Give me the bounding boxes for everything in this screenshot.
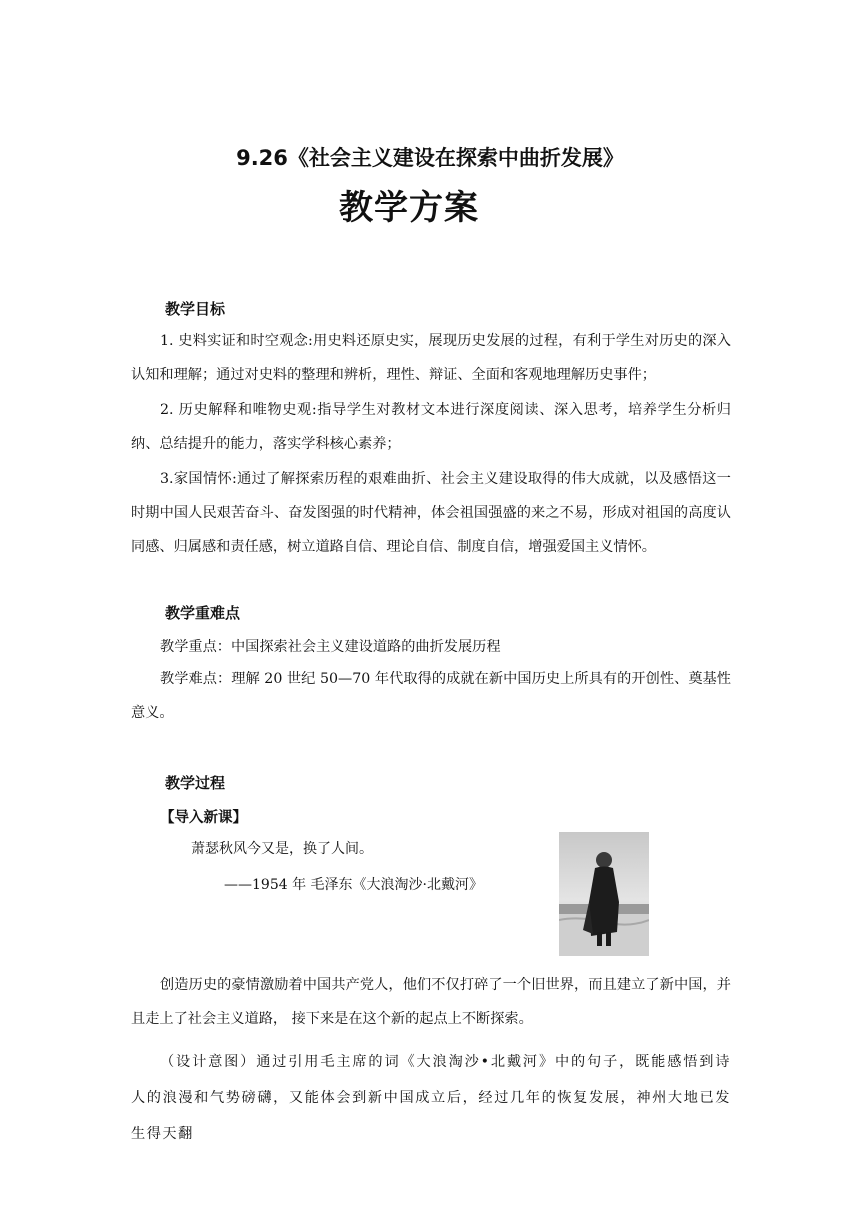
teaching-focus: 教学重点：中国探索社会主义建设道路的曲折发展历程	[160, 639, 501, 655]
goal-item-2: 2. 历史解释和唯物史观:指导学生对教材文本进行深度阅读、深入思考，培养学生分析归纳、总结提升的能力，落实学科核心素养；	[131, 402, 731, 452]
teaching-difficulty: 教学难点：理解 20 世纪 50—70 年代取得的成就在新中国历史上所具有的开创性、奠基性意义。	[131, 671, 731, 721]
design-intent-paragraph: （设计意图）通过引用毛主席的词《大浪淘沙•北戴河》中的句子，既能感悟到诗人的浪漫和气势磅礴，又能体会到新中国成立后，经过几年的恢复发展，神州大地已发生得天翻	[131, 1054, 731, 1142]
document-title: 9.26《社会主义建设在探索中曲折发展》	[236, 146, 624, 170]
intro-paragraph: 创造历史的豪情激励着中国共产党人，他们不仅打碎了一个旧世界，而且建立了新中国，并且走上了社会主义道路， 接下来是在这个新的起点上不断探索。	[131, 977, 731, 1027]
intro-label: 【导入新课】	[160, 810, 247, 826]
poem-source: ——1954 年 毛泽东《大浪淘沙·北戴河》	[224, 877, 483, 893]
goals-heading: 教学目标	[165, 300, 226, 318]
goal-item-3: 3.家国情怀:通过了解探索历程的艰难曲折、社会主义建设取得的伟大成就，以及感悟这一时期中国人民艰苦奋斗、奋发图强的时代精神，体会祖国强盛的来之不易，形成对祖国的高度认同感、归属感和责任感，树立道路自信、理论自信、制度自信，增强爱国主义情怀。	[131, 471, 731, 555]
document-subtitle: 教学方案	[339, 188, 479, 228]
process-heading: 教学过程	[165, 774, 226, 792]
poem-line: 萧瑟秋风今又是，换了人间。	[191, 841, 373, 857]
keypoints-heading: 教学重难点	[165, 604, 241, 622]
goal-item-1: 1. 史料实证和时空观念:用史料还原史实，展现历史发展的过程，有利于学生对历史的深入认知和理解；通过对史料的整理和辨析，理性、辩证、全面和客观地理解历史事件；	[131, 333, 731, 383]
portrait-photo-icon	[559, 832, 649, 956]
